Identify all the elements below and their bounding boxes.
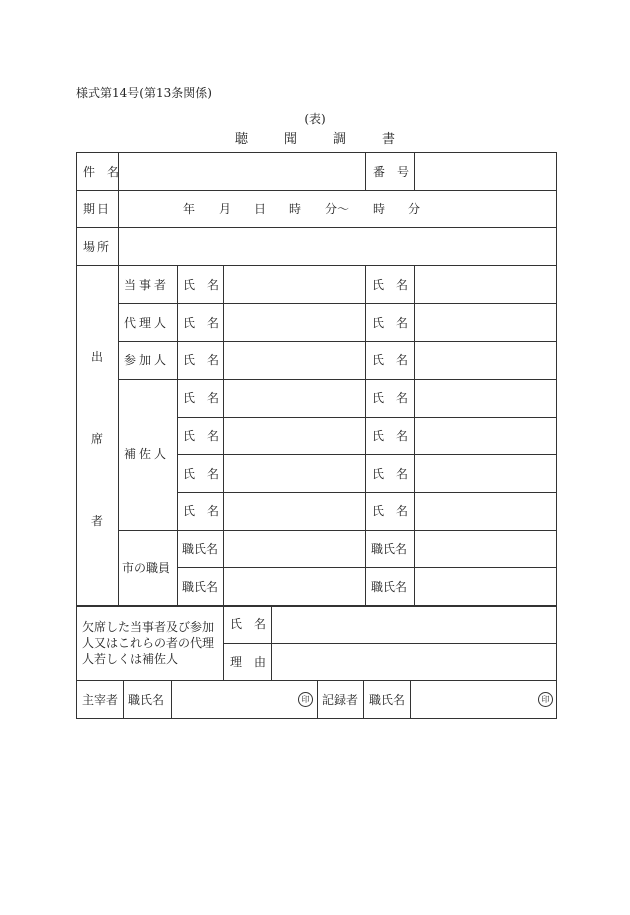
- column-divider: [223, 265, 224, 606]
- title-char: 調: [333, 132, 347, 147]
- column-divider: [317, 680, 318, 719]
- row-divider: [76, 190, 557, 191]
- name-label: 氏 名: [183, 467, 220, 481]
- column-divider: [414, 152, 415, 190]
- name-label: 氏 名: [372, 278, 409, 292]
- row-divider: [177, 417, 557, 418]
- place-label: 場所: [83, 240, 112, 254]
- column-divider: [365, 152, 366, 190]
- side-label: (表): [304, 112, 326, 126]
- row-divider: [118, 341, 557, 342]
- title-name-label: 職氏名: [182, 542, 219, 556]
- seal-icon: 印: [538, 692, 553, 707]
- name-label: 氏 名: [183, 278, 220, 292]
- column-divider: [171, 680, 172, 719]
- presider-label: 主宰者: [82, 693, 119, 707]
- title-name-label: 職氏名: [182, 580, 219, 594]
- date-day: 日: [254, 202, 267, 216]
- name-label: 氏 名: [372, 391, 409, 405]
- form-number: 様式第14号(第13条関係): [76, 86, 212, 100]
- date-label: 期日: [83, 202, 112, 216]
- absent-description: 人又はこれらの者の代理: [82, 636, 215, 650]
- column-divider: [365, 265, 366, 606]
- row-divider: [223, 643, 557, 644]
- row-divider: [177, 567, 557, 568]
- case-name-label: 件 名: [83, 165, 120, 179]
- column-divider: [414, 265, 415, 606]
- city-staff-label: 市の職員: [122, 561, 171, 575]
- row-divider: [118, 530, 557, 531]
- row-divider: [76, 227, 557, 228]
- absent-description: 欠席した当事者及び参加: [82, 620, 215, 634]
- date-end-hour: 時: [373, 202, 386, 216]
- date-hour: 時: [289, 202, 302, 216]
- name-label: 氏 名: [183, 504, 220, 518]
- row-divider: [177, 454, 557, 455]
- title-char: 聴: [234, 132, 248, 147]
- name-label: 氏 名: [183, 391, 220, 405]
- attendees-char: 席: [91, 432, 104, 446]
- row-divider: [118, 303, 557, 304]
- name-label: 氏 名: [183, 353, 220, 367]
- absent-name-label: 氏 名: [230, 617, 267, 631]
- date-minute-to: 分～: [325, 202, 350, 216]
- recorder-title-name-label: 職氏名: [369, 693, 406, 707]
- name-label: 氏 名: [372, 504, 409, 518]
- party-label: 当事者: [124, 278, 170, 292]
- row-divider: [177, 492, 557, 493]
- name-label: 氏 名: [183, 316, 220, 330]
- participant-label: 参加人: [124, 353, 170, 367]
- date-month: 月: [219, 202, 232, 216]
- document-title: [0, 128, 630, 147]
- recorder-label: 記録者: [322, 693, 359, 707]
- name-label: 氏 名: [372, 353, 409, 367]
- attendees-char: 者: [91, 514, 104, 528]
- name-label: 氏 名: [372, 429, 409, 443]
- column-divider: [123, 680, 124, 719]
- column-divider: [177, 265, 178, 606]
- name-label: 氏 名: [372, 467, 409, 481]
- date-year: 年: [183, 202, 196, 216]
- title-name-label: 職氏名: [371, 580, 408, 594]
- row-divider: [118, 379, 557, 380]
- attendees-char: 出: [91, 350, 104, 364]
- case-number-label: 番 号: [373, 165, 410, 179]
- column-divider: [118, 265, 119, 606]
- seal-icon: 印: [298, 692, 313, 707]
- title-char: 聞: [283, 132, 297, 147]
- presider-title-name-label: 職氏名: [128, 693, 165, 707]
- assistant-label: 補佐人: [124, 447, 170, 461]
- name-label: 氏 名: [183, 429, 220, 443]
- row-divider: [76, 265, 557, 266]
- absent-description: 人若しくは補佐人: [82, 652, 179, 666]
- agent-label: 代理人: [124, 316, 170, 330]
- column-divider: [363, 680, 364, 719]
- name-label: 氏 名: [372, 316, 409, 330]
- title-name-label: 職氏名: [371, 542, 408, 556]
- absent-reason-label: 理 由: [230, 655, 267, 669]
- title-char: 書: [382, 132, 396, 147]
- date-end-minute: 分: [408, 202, 421, 216]
- column-divider: [410, 680, 411, 719]
